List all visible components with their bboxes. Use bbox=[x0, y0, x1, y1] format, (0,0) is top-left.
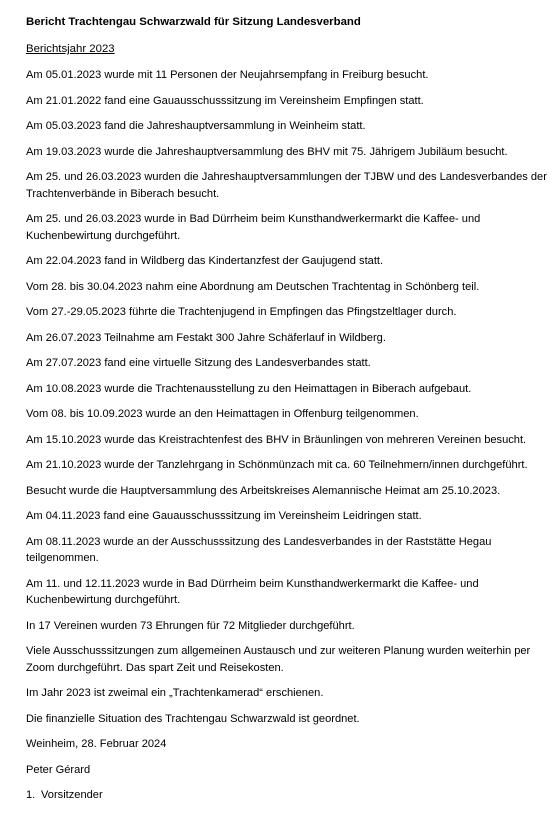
report-paragraph: Am 04.11.2023 fand eine Gauausschusssitzung im Vereinsheim Leidringen statt. bbox=[26, 510, 422, 522]
place-date-line: Weinheim, 28. Februar 2024 bbox=[26, 738, 167, 750]
report-paragraph: Am 11. und 12.11.2023 wurde in Bad Dürrheim beim Kunsthandwerkermarkt die Kaffee- und Kuchenbewirtung durchgeführt. bbox=[26, 577, 479, 606]
report-paragraph: Am 15.10.2023 wurde das Kreistrachtenfest des BHV in Bräunlingen von mehreren Vereinen besucht. bbox=[26, 433, 527, 446]
document-subtitle: Berichtsjahr 2023 bbox=[26, 43, 115, 55]
report-paragraph: Vom 27.-29.05.2023 führte die Trachtenjugend in Empfingen das Pfingstzeltlager durch. bbox=[26, 306, 457, 318]
list-number: 1. bbox=[26, 789, 36, 801]
report-paragraph: Am 19.03.2023 wurde die Jahreshauptversammlung des BHV mit 75. Jährigem Jubiläum besucht. bbox=[26, 145, 508, 158]
report-paragraph: Am 26.07.2023 Teilnahme am Festakt 300 Jahre Schäferlauf in Wildberg. bbox=[26, 331, 386, 344]
report-paragraph: Besucht wurde die Hauptversammlung des Arbeitskreises Alemannische Heimat am 25.10.2023. bbox=[26, 484, 501, 497]
document-title: Bericht Trachtengau Schwarzwald für Sitzung Landesverband bbox=[26, 16, 361, 28]
report-paragraph: Am 25. und 26.03.2023 wurde in Bad Dürrheim beim Kunsthandwerkermarkt die Kaffee- und Kuchenbewirtung durchgeführt. bbox=[26, 213, 481, 242]
report-paragraph: Vom 08. bis 10.09.2023 wurde an den Heimattagen in Offenburg teilgenommen. bbox=[26, 408, 419, 420]
report-paragraph: Am 10.08.2023 wurde die Trachtenausstellung zu den Heimattagen in Biberach aufgebaut. bbox=[26, 382, 472, 395]
report-paragraph: Am 25. und 26.03.2023 wurden die Jahreshauptversammlungen der TJBW und des Landesverbandes der Trachtenverbände in Biberach besucht. bbox=[26, 171, 547, 200]
signatory-role bbox=[26, 787, 548, 804]
report-paragraph: Am 21.10.2023 wurde der Tanzlehrgang in Schönmünzach mit ca. 60 Teilnehmern/innen durchgeführt. bbox=[26, 459, 528, 471]
report-paragraph: Am 05.01.2023 wurde mit 11 Personen der Neujahrsempfang in Freiburg besucht. bbox=[26, 69, 429, 81]
report-paragraph: Im Jahr 2023 ist zweimal ein „Trachtenkamerad“ erschienen. bbox=[26, 687, 324, 699]
report-paragraph: Am 22.04.2023 fand in Wildberg das Kindertanzfest der Gaujugend statt. bbox=[26, 255, 384, 267]
document-page bbox=[26, 15, 548, 804]
report-paragraph: Am 27.07.2023 fand eine virtuelle Sitzung des Landesverbandes statt. bbox=[26, 357, 371, 369]
report-paragraph: In 17 Vereinen wurden 73 Ehrungen für 72 Mitglieder durchgeführt. bbox=[26, 619, 355, 632]
report-paragraph: Am 08.11.2023 wurde an der Ausschusssitzung des Landesverbandes in der Raststätte Hegau teilgenommen. bbox=[26, 535, 492, 564]
report-paragraph: Am 05.03.2023 fand die Jahreshauptversammlung in Weinheim statt. bbox=[26, 120, 366, 132]
report-paragraph: Viele Ausschusssitzungen zum allgemeinen Austausch und zur weiteren Planung wurden weiterhin per Zoom durchgeführt. Das spart Zeit und Reisekosten. bbox=[26, 645, 531, 674]
report-paragraph: Die finanzielle Situation des Trachtengau Schwarzwald ist geordnet. bbox=[26, 712, 360, 725]
signatory-role-text: Vorsitzender bbox=[41, 789, 103, 801]
report-paragraph: Am 21.01.2022 fand eine Gauausschusssitzung im Vereinsheim Empfingen statt. bbox=[26, 94, 424, 107]
report-paragraph: Vom 28. bis 30.04.2023 nahm eine Abordnung am Deutschen Trachtentag in Schönberg teil. bbox=[26, 280, 480, 293]
signatory-name: Peter Gérard bbox=[26, 763, 91, 776]
